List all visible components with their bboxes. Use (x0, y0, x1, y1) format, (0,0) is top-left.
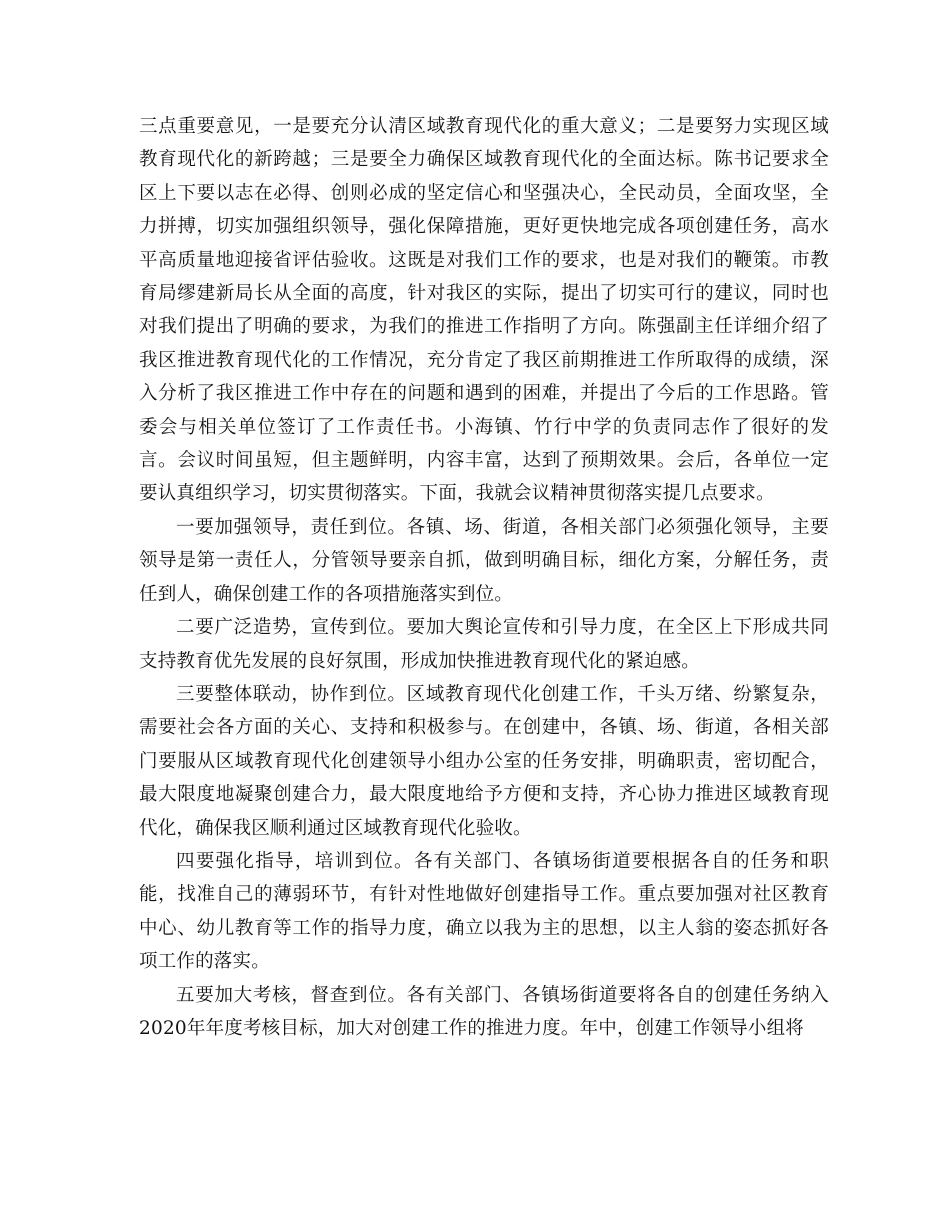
paragraph-requirement-cooperation: 三要整体联动，协作到位。区域教育现代化创建工作，千头万绪、纷繁复杂，需要社会各方面的关心、支持和积极参与。在创建中，各镇、场、街道，各相关部门要服从区域教育现代化创建领导小组办公室的任务安排，明确职责，密切配合，最大限度地凝聚创建合力，最大限度地给予方便和支持，齐心协力推进区域教育现代化，确保我区顺利通过区域教育现代化验收。 (139, 683, 829, 839)
paragraph-requirement-guidance: 四要强化指导，培训到位。各有关部门、各镇场街道要根据各自的任务和职能，找准自己的薄弱环节，有针对性地做好创建指导工作。重点要加强对社区教育中心、幼儿教育等工作的指导力度，确立以我为主的思想，以主人翁的姿态抓好各项工作的落实。 (139, 850, 829, 973)
document-page (139, 110, 829, 1045)
paragraph-requirement-publicity: 二要广泛造势，宣传到位。要加大舆论宣传和引导力度，在全区上下形成共同支持教育优先发展的良好氛围，形成加快推进教育现代化的紧迫感。 (139, 617, 829, 672)
paragraph-summary: 三点重要意见，一是要充分认清区域教育现代化的重大意义；二是要努力实现区域教育现代化的新跨越；三是要全力确保区域教育现代化的全面达标。陈书记要求全区上下要以志在必得、创则必成的坚定信心和坚强决心，全民动员，全面攻坚，全力拼搏，切实加强组织领导，强化保障措施，更好更快地完成各项创建任务，高水平高质量地迎接省评估验收。这既是对我们工作的要求，也是对我们的鞭策。市教育局缪建新局长从全面的高度，针对我区的实际，提出了切实可行的建议，同时也对我们提出了明确的要求，为我们的推进工作指明了方向。陈强副主任详细介绍了我区推进教育现代化的工作情况，充分肯定了我区前期推进工作所取得的成绩，深入分析了我区推进工作中存在的问题和遇到的困难，并提出了今后的工作思路。管委会与相关单位签订了工作责任书。小海镇、竹行中学的负责同志作了很好的发言。会议时间虽短，但主题鲜明，内容丰富，达到了预期效果。会后，各单位一定要认真组织学习，切实贯彻落实。下面，我就会议精神贯彻落实提几点要求。 (139, 116, 829, 505)
paragraph-requirement-assessment: 五要加大考核，督查到位。各有关部门、各镇场街道要将各自的创建任务纳入2020年年度考核目标，加大对创建工作的推进力度。年中，创建工作领导小组将 (139, 984, 829, 1039)
paragraph-requirement-leadership: 一要加强领导，责任到位。各镇、场、街道，各相关部门必须强化领导，主要领导是第一责任人，分管领导要亲自抓，做到明确目标，细化方案，分解任务，责任到人，确保创建工作的各项措施落实到位。 (139, 516, 829, 605)
